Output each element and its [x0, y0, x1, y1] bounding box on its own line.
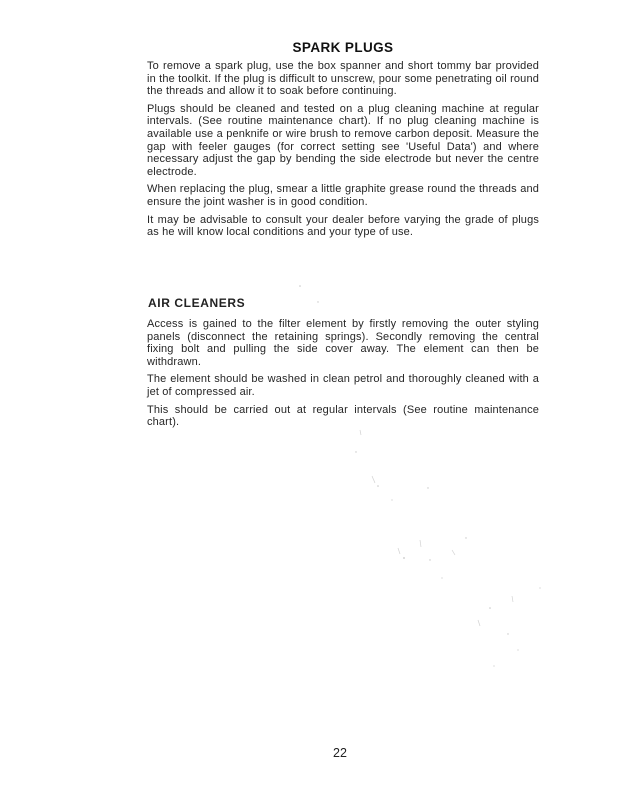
paragraph: It may be advisable to consult your dealer before varying the grade of plugs as he will know local conditions and your type of use. [147, 213, 539, 239]
paragraph: This should be carried out at regular intervals (See routine maintenance chart). [147, 403, 539, 429]
paragraph: When replacing the plug, smear a little graphite grease round the threads and ensure the joint washer is in good condition. [147, 183, 539, 208]
paragraph: Access is gained to the filter element by firstly removing the outer styling panels (disconnect the retaining springs). Secondly removing the central fixing bolt and pulling the side cover away. The element can then be withdrawn. [147, 318, 539, 368]
section-title-air-cleaners: AIR CLEANERS [148, 296, 246, 310]
page-number: 22 [333, 746, 347, 760]
paragraph: Plugs should be cleaned and tested on a plug cleaning machine at regular intervals. (See routine maintenance chart). If no plug cleaning machine is available use a penknife or wire brush to remove carbon deposit. Measure the gap with feeler gauges (for correct setting see 'Useful Data') and where necessary adjust the gap by bending the side electrode but never the centre electrode. [147, 102, 539, 178]
section-body-spark-plugs [147, 60, 539, 244]
section-title-spark-plugs: SPARK PLUGS [292, 40, 394, 55]
paragraph: To remove a spark plug, use the box spanner and short tommy bar provided in the toolkit. If the plug is difficult to unscrew, pour some penetrating oil round the threads and allow it to soak before continuing. [147, 60, 539, 98]
paragraph: The element should be washed in clean petrol and thoroughly cleaned with a jet of compressed air. [147, 373, 539, 398]
section-body-air-cleaners [147, 318, 539, 434]
